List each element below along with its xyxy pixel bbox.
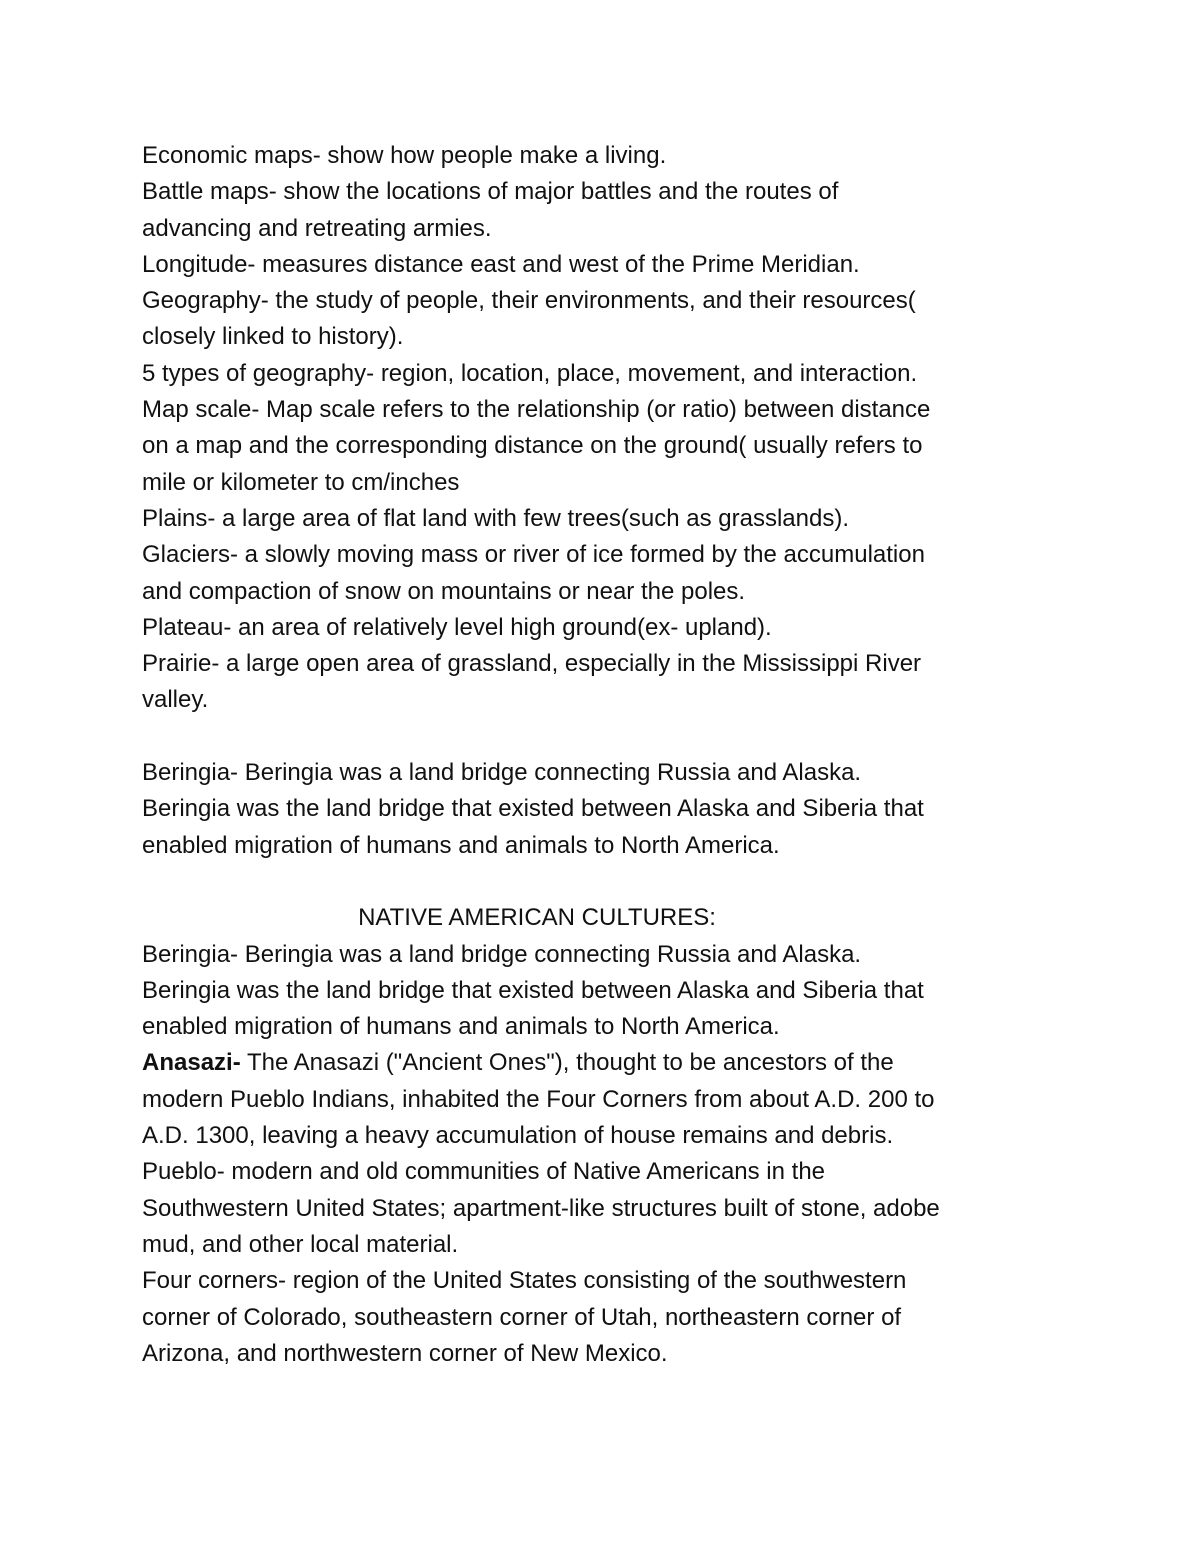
text-line: on a map and the corresponding distance on the ground( usually refers to (142, 432, 923, 460)
text-line: Plateau- an area of relatively level high ground(ex- upland). (142, 613, 772, 641)
text-line: Plains- a large area of flat land with few trees(such as grasslands). (142, 504, 850, 532)
text-line: Beringia- Beringia was a land bridge connecting Russia and Alaska. (142, 759, 862, 787)
text-line: Battle maps- show the locations of major battles and the routes of (142, 178, 839, 206)
text-line: enabled migration of humans and animals to North America. (142, 1013, 780, 1041)
text-line: Pueblo- modern and old communities of Native Americans in the (142, 1158, 826, 1186)
text-line: mile or kilometer to cm/inches (142, 468, 460, 496)
blank-line (142, 864, 1072, 900)
text-line: corner of Colorado, southeastern corner of Utah, northeastern corner of (142, 1303, 902, 1331)
text-line: Glaciers- a slowly moving mass or river of ice formed by the accumulation (142, 541, 925, 569)
text-line: Geography- the study of people, their environments, and their resources( (142, 287, 916, 315)
text-line: Southwestern United States; apartment-like structures built of stone, adobe (142, 1194, 940, 1222)
text-line: Beringia was the land bridge that existed between Alaska and Siberia that (142, 795, 924, 823)
text-line: Prairie- a large open area of grassland, especially in the Mississippi River (142, 650, 922, 678)
text-line: mud, and other local material. (142, 1230, 459, 1258)
blank-line (142, 719, 1072, 755)
anasazi-term: Anasazi- (142, 1049, 241, 1077)
text-line: Longitude- measures distance east and west of the Prime Meridian. (142, 250, 860, 278)
text-line: Beringia was the land bridge that existed between Alaska and Siberia that (142, 976, 924, 1004)
text-line: A.D. 1300, leaving a heavy accumulation of house remains and debris. (142, 1122, 894, 1150)
anasazi-definition: The Anasazi ("Ancient Ones"), thought to be ancestors of the (240, 1049, 894, 1077)
document-page (142, 138, 1072, 1372)
text-line: Map scale- Map scale refers to the relationship (or ratio) between distance (142, 396, 931, 424)
text-line: advancing and retreating armies. (142, 214, 492, 242)
text-line: and compaction of snow on mountains or near the poles. (142, 577, 746, 605)
text-line: closely linked to history). (142, 323, 404, 351)
anasazi-line (142, 1045, 1072, 1081)
text-line: Beringia- Beringia was a land bridge connecting Russia and Alaska. (142, 940, 862, 968)
text-line: 5 types of geography- region, location, place, movement, and interaction. (142, 359, 918, 387)
text-line: Economic maps- show how people make a living. (142, 142, 667, 169)
text-line: Four corners- region of the United States consisting of the southwestern (142, 1267, 907, 1295)
text-line: Arizona, and northwestern corner of New Mexico. (142, 1339, 668, 1367)
section-heading: NATIVE AMERICAN CULTURES: (358, 904, 716, 932)
text-line: enabled migration of humans and animals to North America. (142, 831, 780, 859)
text-line: valley. (142, 686, 209, 714)
text-line: modern Pueblo Indians, inhabited the Four Corners from about A.D. 200 to (142, 1085, 935, 1113)
